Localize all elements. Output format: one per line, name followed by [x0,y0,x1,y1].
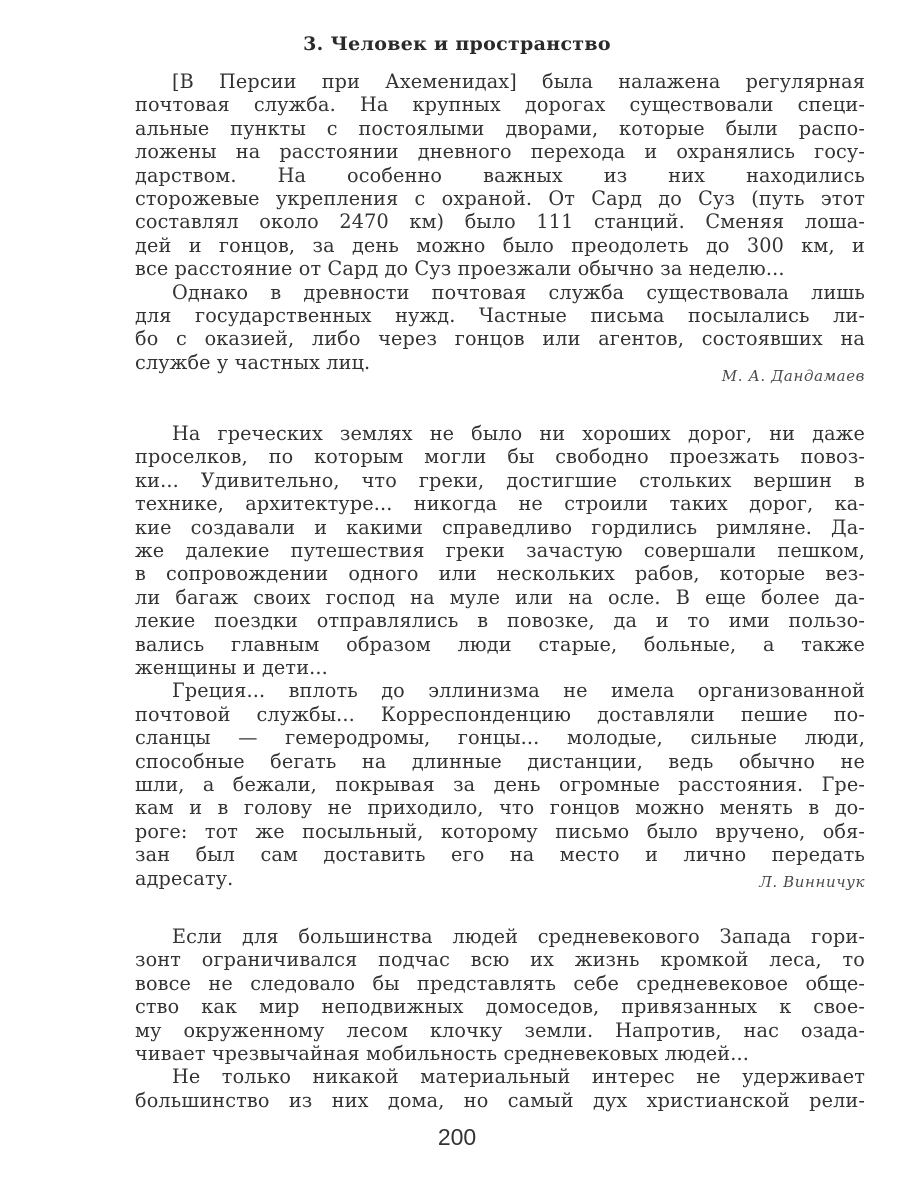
text-line: почтовая служба. На крупных дорогах существовали специ- [135,93,865,117]
text-line: службе у частных лиц. [135,350,371,374]
text-line: вовсе не следовало бы представлять себе средневековое обще- [135,971,865,995]
text-line: проселков, по которым могли бы свободно проезжать повоз- [135,445,865,469]
text-line: женщины и дети... [135,656,328,679]
text-line: чивает чрезвычайная мобильность средневековых людей... [135,1042,749,1065]
text-line: для государственных нужд. Частные письма посылались ли- [135,304,865,327]
author-signature: М. А. Дандамаев [721,367,865,385]
text-line: ли багаж своих господ на муле или на осле. В еще более да- [135,585,865,609]
text-line: все расстояние от Сард до Суз проезжали обычно за неделю... [135,257,785,281]
text-line: лекие поездки отправлялись в повозке, да и то ими пользо- [135,609,865,633]
text-line: вались главным образом люди старые, больные, а также [135,632,865,656]
text-line: роге: тот же посыльный, которому письмо было вручено, обя- [135,819,865,843]
section-heading: 3. Человек и пространство [303,33,611,55]
text-line: технике, архитектуре... никогда не строили таких дорог, ка- [135,492,865,516]
text-line: в сопровождении одного или нескольких рабов, которые вез- [135,562,865,586]
text-line: Греция... вплоть до эллинизма не имела организованной [172,679,865,703]
text-line: Однако в древности почтовая служба существовала лишь [172,280,865,304]
text-line: На греческих землях не было ни хороших дорог, ни даже [172,422,865,445]
text-line: кие создавали и какими справедливо гордились римляне. Да- [135,515,865,539]
text-line: почтовой службы... Корреспонденцию доставляли пешие по- [135,702,865,726]
text-line: ложены на расстоянии дневного перехода и охранялись госу- [135,140,865,164]
text-line: же далекие путешествия греки зачастую совершали пешком, [135,539,865,562]
text-line: бо с оказией, либо через гонцов или агентов, состоявших на [135,327,865,351]
text-line: способные бегать на длинные дистанции, ведь обычно не [135,749,865,773]
text-line: ство как мир неподвижных домоседов, привязанных к свое- [135,995,865,1019]
text-line: кам и в голову не приходило, что гонцов можно менять в до- [135,796,865,820]
text-line: дарством. На особенно важных из них находились [135,163,865,187]
text-line: Если для большинства людей средневекового Запада гори- [172,925,865,948]
page-number: 200 [437,1124,477,1150]
text-line: адресату. [135,866,234,890]
text-line: му окруженному лесом клочку земли. Напротив, нас озада- [135,1018,865,1042]
text-line: [В Персии при Ахеменидах] была налажена регулярная [172,70,865,93]
text-line: дей и гонцов, за день можно было преодолеть до 300 км, и [135,233,865,257]
text-line: Не только никакой материальный интерес не удерживает [172,1065,865,1089]
text-line: шли, а бежали, покрывая за день огромные расстояния. Гре- [135,773,865,796]
text-line: зонт ограничивался подчас всю их жизнь кромкой леса, то [135,948,865,972]
text-line: сторожевые укрепления с охраной. От Сард до Суз (путь этот [135,187,865,210]
text-line: ки... Удивительно, что греки, достигшие стольких вершин в [135,468,865,492]
text-line: сланцы — гемеродромы, гонцы... молодые, сильные люди, [135,726,865,750]
text-line: большинство из них дома, но самый дух христианской рели- [135,1088,865,1112]
author-signature: Л. Винничук [759,873,865,891]
text-line: зан был сам доставить его на место и лично передать [135,843,865,867]
text-line: составлял около 2470 км) было 111 станций. Сменяя лоша- [135,210,865,234]
text-line: альные пункты с постоялыми дворами, которые были распо- [135,116,865,140]
